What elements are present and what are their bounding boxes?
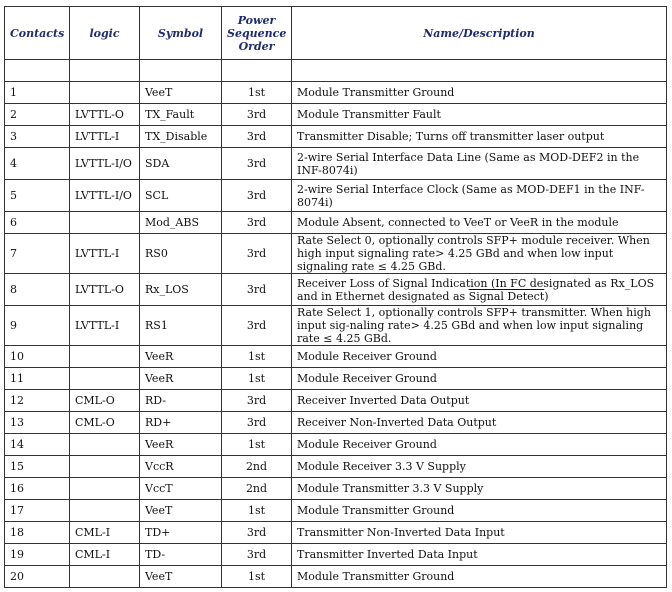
cell-symbol: RS1 [140, 306, 222, 346]
cell-symbol: VccR [140, 456, 222, 478]
header-logic: logic [70, 7, 140, 60]
cell-description: Module Transmitter Ground [292, 500, 667, 522]
cell-description: Module Absent, connected to VeeT or VeeR in the module [292, 212, 667, 234]
cell-description: Module Transmitter Ground [292, 566, 667, 588]
cell-logic: LVTTL-I/O [70, 148, 140, 180]
cell-power-order: 1st [222, 566, 292, 588]
cell-contact: 20 [5, 566, 70, 588]
cell-symbol: TD- [140, 544, 222, 566]
cell-power-order: 3rd [222, 180, 292, 212]
table-row [5, 212, 667, 234]
cell-contact: 19 [5, 544, 70, 566]
header-power-sequence-order: Power Sequence Order [222, 7, 292, 60]
cell-power-order: 3rd [222, 544, 292, 566]
cell-description: Module Receiver Ground [292, 346, 667, 368]
cell-symbol: VeeT [140, 500, 222, 522]
cell-logic [70, 456, 140, 478]
table-row [5, 500, 667, 522]
cell-logic: CML-I [70, 522, 140, 544]
cell-contact: 4 [5, 148, 70, 180]
cell-logic [70, 82, 140, 104]
cell-symbol: RD- [140, 390, 222, 412]
cell-contact: 18 [5, 522, 70, 544]
cell-description: Module Transmitter 3.3 V Supply [292, 478, 667, 500]
cell-logic: LVTTL-I [70, 234, 140, 274]
cell-logic: LVTTL-I/O [70, 180, 140, 212]
cell-symbol: TD+ [140, 522, 222, 544]
cell-power-order: 3rd [222, 306, 292, 346]
cell-contact: 11 [5, 368, 70, 390]
cell-description: 2-wire Serial Interface Clock (Same as MOD-DEF1 in the INF-8074i) [292, 180, 667, 212]
cell-power-order: 3rd [222, 104, 292, 126]
cell-description: Rate Select 0, optionally controls SFP+ module receiver. When high input signaling rate> 4.25 GBd and when low input signaling rate ≤ 4.25 GBd. [292, 234, 667, 274]
cell-description: Transmitter Inverted Data Input [292, 544, 667, 566]
table-row [5, 390, 667, 412]
cell-power-order: 3rd [222, 274, 292, 306]
cell-description [292, 274, 667, 306]
cell-power-order: 3rd [222, 522, 292, 544]
cell-power-order: 2nd [222, 478, 292, 500]
cell-description: Module Receiver Ground [292, 368, 667, 390]
header-symbol: Symbol [140, 7, 222, 60]
header-name-description: Name/Description [292, 7, 667, 60]
table-row [5, 346, 667, 368]
cell-power-order: 1st [222, 346, 292, 368]
cell-logic: LVTTL-O [70, 274, 140, 306]
cell-logic: LVTTL-I [70, 306, 140, 346]
cell-contact: 16 [5, 478, 70, 500]
cell-contact: 8 [5, 274, 70, 306]
cell-description: Module Receiver Ground [292, 434, 667, 456]
table-row [5, 522, 667, 544]
header-contacts: Contacts [5, 7, 70, 60]
cell-contact: 6 [5, 212, 70, 234]
cell-symbol: VeeR [140, 434, 222, 456]
cell-logic [70, 434, 140, 456]
cell-contact: 2 [5, 104, 70, 126]
cell-symbol: SCL [140, 180, 222, 212]
table-row [5, 544, 667, 566]
cell-symbol: TX_Disable [140, 126, 222, 148]
table-row [5, 104, 667, 126]
cell-contact: 9 [5, 306, 70, 346]
cell-logic [70, 566, 140, 588]
cell-contact: 15 [5, 456, 70, 478]
table-row [5, 274, 667, 306]
cell-symbol: VeeR [140, 346, 222, 368]
cell-logic [70, 346, 140, 368]
cell-symbol: Rx_LOS [140, 274, 222, 306]
table-row [5, 180, 667, 212]
table-row [5, 368, 667, 390]
cell-power-order: 3rd [222, 412, 292, 434]
cell-logic [70, 212, 140, 234]
cell-contact: 14 [5, 434, 70, 456]
cell-symbol: VccT [140, 478, 222, 500]
table-row [5, 126, 667, 148]
cell-contact: 17 [5, 500, 70, 522]
table-row [5, 478, 667, 500]
cell-contact: 3 [5, 126, 70, 148]
cell-description: Transmitter Disable; Turns off transmitter laser output [292, 126, 667, 148]
header-row [5, 7, 667, 60]
cell-symbol: TX_Fault [140, 104, 222, 126]
cell-contact: 12 [5, 390, 70, 412]
cell-power-order: 3rd [222, 126, 292, 148]
cell-description: Receiver Non-Inverted Data Output [292, 412, 667, 434]
cell-contact: 10 [5, 346, 70, 368]
table-row [5, 82, 667, 104]
description-tail-text: ) [544, 289, 549, 303]
cell-power-order: 1st [222, 434, 292, 456]
cell-power-order: 1st [222, 82, 292, 104]
cell-contact: 5 [5, 180, 70, 212]
table-row [5, 412, 667, 434]
cell-logic: CML-O [70, 390, 140, 412]
cell-power-order: 3rd [222, 390, 292, 412]
cell-contact: 13 [5, 412, 70, 434]
table-row [5, 306, 667, 346]
table-row [5, 456, 667, 478]
cell-description: 2-wire Serial Interface Data Line (Same as MOD-DEF2 in the INF-8074i) [292, 148, 667, 180]
cell-symbol: RS0 [140, 234, 222, 274]
pin-definition-table [4, 6, 667, 588]
cell-power-order: 3rd [222, 234, 292, 274]
cell-symbol: RD+ [140, 412, 222, 434]
cell-contact: 7 [5, 234, 70, 274]
cell-power-order: 1st [222, 368, 292, 390]
cell-logic [70, 368, 140, 390]
cell-symbol: VeeT [140, 566, 222, 588]
cell-power-order: 3rd [222, 212, 292, 234]
cell-symbol: SDA [140, 148, 222, 180]
cell-logic: LVTTL-O [70, 104, 140, 126]
spacer-row [5, 60, 667, 82]
cell-contact: 1 [5, 82, 70, 104]
description-overline-text: Signal Detect [468, 289, 545, 303]
table-row [5, 566, 667, 588]
cell-logic [70, 500, 140, 522]
cell-symbol: VeeT [140, 82, 222, 104]
cell-description: Module Transmitter Fault [292, 104, 667, 126]
cell-logic: CML-O [70, 412, 140, 434]
cell-description: Rate Select 1, optionally controls SFP+ transmitter. When high input sig-naling rate> 4.25 GBd and when low input signaling rate ≤ 4.25 GBd. [292, 306, 667, 346]
cell-power-order: 1st [222, 500, 292, 522]
table-row [5, 148, 667, 180]
table-row [5, 434, 667, 456]
cell-symbol: VeeR [140, 368, 222, 390]
cell-description: Module Transmitter Ground [292, 82, 667, 104]
description-text: Receiver Loss of Signal Indication (In FC designated as Rx_LOS and in Ethernet designated as [297, 276, 655, 303]
cell-description: Receiver Inverted Data Output [292, 390, 667, 412]
cell-power-order: 2nd [222, 456, 292, 478]
cell-logic: LVTTL-I [70, 126, 140, 148]
cell-logic: CML-I [70, 544, 140, 566]
table-row [5, 234, 667, 274]
cell-description: Module Receiver 3.3 V Supply [292, 456, 667, 478]
cell-symbol: Mod_ABS [140, 212, 222, 234]
cell-description: Transmitter Non-Inverted Data Input [292, 522, 667, 544]
cell-logic [70, 478, 140, 500]
cell-power-order: 3rd [222, 148, 292, 180]
